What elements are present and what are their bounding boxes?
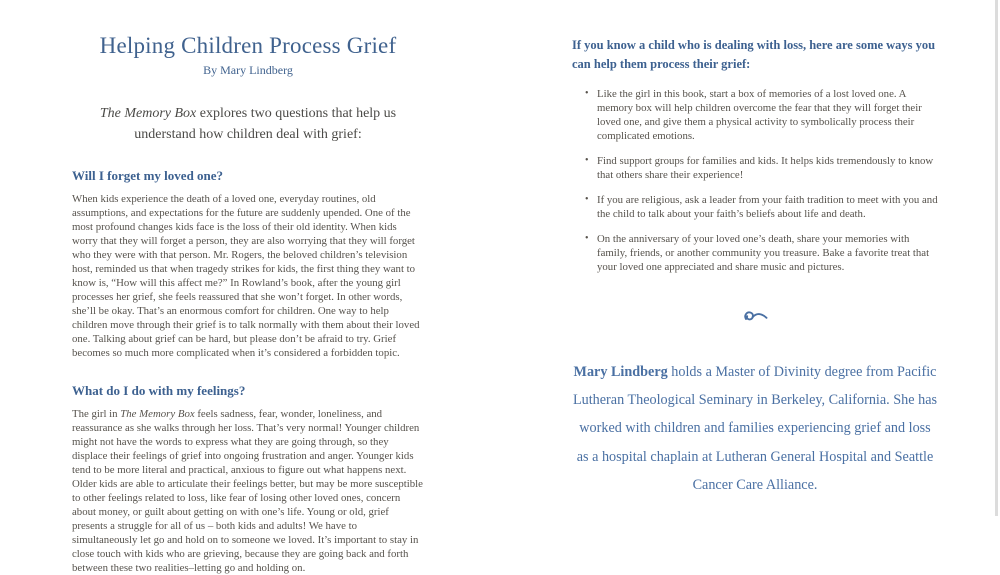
intro-paragraph: [87, 103, 409, 145]
author-name: Mary Lindberg: [573, 363, 668, 380]
tip-text: Find support groups for families and kids. It helps kids tremendously to know that others share their experience!: [597, 154, 934, 181]
bullet-icon: •: [585, 193, 589, 205]
tip-text: Like the girl in this book, start a box of memories of a lost loved one. A memory box will help children overcome the fear that they will forget their loved one, and give them a physical activity to symbolically process their complicated emotions.: [597, 87, 922, 142]
section-heading-feelings: What do I do with my feelings?: [72, 383, 246, 399]
list-item: [572, 193, 938, 221]
bullet-icon: •: [585, 154, 589, 166]
tips-heading: If you know a child who is dealing with loss, here are some ways you can help them process their grief:: [572, 38, 936, 71]
body-text-part: feels sadness, fear, wonder, loneliness, and reassurance as she walks through her loss. That’s very normal! Younger children might not have the words to express what they are going through, so they displace their feelings of grief into ongoing frustration and anger. Younger kids tend to be more literal and practical, anxious to figure out what happens next. Older kids are able to articulate their feelings better, but may be more susceptible to other feelings related to loss, like fear of losing other loved ones, concern about money, or guilt about getting on with one’s life. Young or old, grief presents a struggle for all of us – both kids and adults! We have to simultaneously let go and hold on to someone we loved. It’s important to stay in close touch with kids who are grieving, because they are going back and forth between these two realities–letting go and holding on.: [72, 408, 423, 575]
author-bio: [572, 358, 938, 500]
tips-list: [572, 87, 938, 274]
intro-text: explores two questions that help us understand how children deal with grief:: [134, 106, 397, 143]
ornament-row: [572, 308, 938, 326]
section-body-forget: When kids experience the death of a loved one, everyday routines, old assumptions, and expectations for the future are suddenly upended. One of the most profound changes kids face is the loss of their old identity. When kids worry that they will forget a person, they are also worrying that they will forget who they were with that person. Mr. Rogers, the beloved children’s television host, reminded us that when tragedy strikes for kids, the first thing they want to know is, “How will this affect me?” In Rowland’s book, after the young girl processes her grief, she feels reassured that she won’t forget. In other words, she’ll be okay. That’s an enormous comfort for children. One way to help children move through their grief is to talk normally with them about their loved one. Talking about grief can be hard, but please don’t be afraid to try. Grief becomes so much more complicated when it’s considered a forbidden topic.: [72, 193, 420, 360]
bullet-icon: •: [585, 87, 589, 99]
page-edge-strip: [995, 0, 998, 516]
body-text-part: The girl in: [72, 408, 121, 421]
tip-text: If you are religious, ask a leader from your faith tradition to meet with you and the child to talk about your faith’s beliefs about life and death.: [597, 193, 938, 220]
body-book-title: The Memory Box: [120, 408, 195, 421]
list-item: [572, 87, 938, 143]
author-bio-text: holds a Master of Divinity degree from Pacific Lutheran Theological Seminary in Berkeley, California. She has worked with children and families experiencing grief and loss as a hospital chaplain at Lutheran General Hospital and Seattle Cancer Care Alliance.: [572, 363, 938, 494]
list-item: [572, 154, 938, 182]
section-body-feelings: [72, 407, 424, 575]
right-column: [572, 0, 938, 500]
bullet-icon: •: [585, 232, 589, 244]
intro-book-title: The Memory Box: [99, 106, 197, 122]
left-column: [72, 0, 424, 575]
tip-text: On the anniversary of your loved one’s death, share your memories with family, friends, or another community you treasure. Bake a favorite treat that your loved one appreciated and share music and pictures.: [597, 232, 930, 273]
list-item: [572, 232, 938, 274]
flourish-ornament-icon: [742, 308, 769, 325]
byline: By Mary Lindberg: [203, 63, 293, 78]
section-heading-forget: Will I forget my loved one?: [72, 168, 224, 184]
page-title: Helping Children Process Grief: [99, 33, 397, 58]
